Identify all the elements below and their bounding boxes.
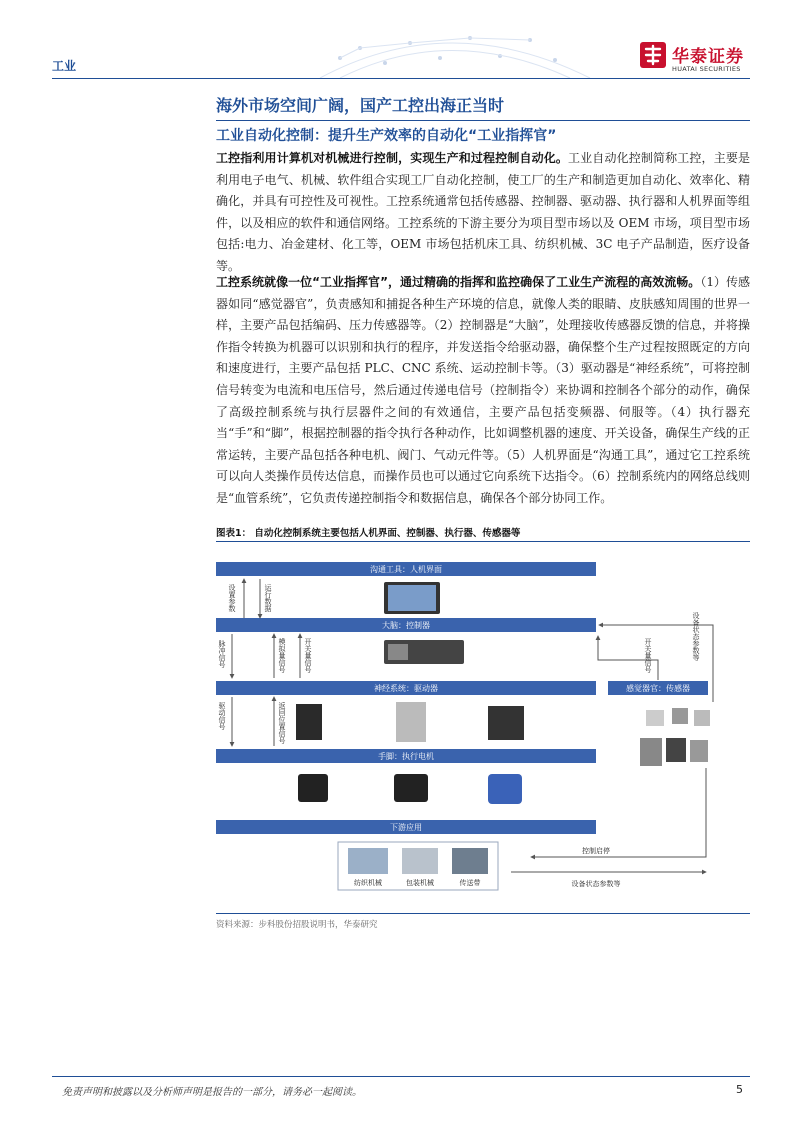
vlabel-pulse-signal: 脉冲信号 <box>218 640 226 668</box>
vlabel-set-params: 设置参数 <box>228 584 236 612</box>
band-actuator-label: 手脚：执行电机 <box>378 752 434 761</box>
paragraph-1-body: 工业自动化控制简称工控，主要是利用电子电气、机械、软件组合实现工厂自动化控制，使工厂的生产和制造更加自动化、效率化、精确化，并具有可控性及可视性。工控系统通常包括传感器、控制器、驱动器、执行器和人机界面等组件，以及相应的软件和通信网络。工控系统的下游主要分为项目型市场以及 OEM 市场，项目型市场包括:电力、冶金建材、化工等，OEM 市场包括机床工具、纺织机械、3C 电子产品制造，医疗设备等。 <box>216 151 750 273</box>
sensor-images <box>640 708 710 766</box>
report-sector-label: 工业 <box>52 59 77 73</box>
band-hmi <box>216 562 596 576</box>
band-downstream-label: 下游应用 <box>390 823 422 832</box>
vlabel-analog-signal: 模拟量信号 <box>278 638 286 673</box>
vlabel-run-data: 运行数据 <box>264 584 272 612</box>
paragraph-2-body: （1）传感器如同“感觉器官”，负责感知和捕捉各种生产环境的信息，就像人类的眼睛、皮肤感知周围的世界一样，主要产品包括编码、压力传感器等。（2）控制器是“大脑”，处理接收传感器反馈的信息，并将操作指令转换为机器可以识别和执行的程序，并发送指令给驱动器，确保整个生产过程按照既定的方向和速度进行，主要产品包括 PLC、CNC 系统、运动控制卡等。（3）驱动器是“神经系统”，可将控制信号转变为电流和电压信号，然后通过传递电信号（控制指令）来协调和控制各个部分的动作，确保了高级控制系统与执行层器件之间的有效通信，主要产品包括变频器、伺服等。（4）执行器充当“手”和“脚”，根据控制器的指令执行各种动作，比如调整机器的速度、开关设备，确保生产线的正常运转，主要产品包括各种电机、阀门、气动元件等。（5）人机界面是“沟通工具”，通过它工控系统可以向人类操作员传达信息，而操作员也可以通过它向系统下达指令。（6）控制系统内的网络总线则是“血管系统”，它负责传递控制指令和数据信息，确保各个部分协同工作。 <box>216 275 750 505</box>
source-divider <box>216 913 750 914</box>
title-divider <box>216 120 750 121</box>
figure-source: 资料来源：步科股份招股说明书，华泰研究 <box>216 920 378 930</box>
paragraph-1 <box>216 148 750 278</box>
paragraph-2 <box>216 272 750 510</box>
band-sensor-label: 感觉器官：传感器 <box>626 684 690 693</box>
band-downstream <box>216 820 596 834</box>
vlabel-switch-signal-right: 开关量信号 <box>644 638 652 673</box>
controller-image <box>384 640 464 664</box>
huatai-logo-icon <box>640 42 666 68</box>
band-actuator <box>216 749 596 763</box>
band-driver <box>216 681 596 695</box>
label-device-status-bottom: 设备状态参数等 <box>571 880 621 888</box>
paragraph-2-lead: 工控系统就像一位“工业指挥官”，通过精确的指挥和监控确保了工业生产流程的高效流畅。 <box>216 275 701 289</box>
app-conveyor: 传送带 <box>459 879 481 887</box>
footer-disclaimer: 免责声明和披露以及分析师声明是报告的一部分，请务必一起阅读。 <box>62 1087 362 1098</box>
label-control-start-stop: 控制启停 <box>582 847 610 855</box>
hmi-screen-image <box>384 582 440 614</box>
vlabel-drive-signal: 驱动信号 <box>218 702 226 730</box>
vlabel-return-position: 返回位置信号 <box>278 702 286 744</box>
app-packaging: 包装机械 <box>406 879 434 887</box>
page-number: 5 <box>736 1083 743 1096</box>
automation-system-diagram <box>216 552 750 907</box>
footer-divider <box>52 1076 750 1077</box>
figure-divider <box>216 541 750 542</box>
section-subtitle: 工业自动化控制：提升生产效率的自动化“工业指挥官” <box>216 128 557 144</box>
figure-caption: 图表1： 自动化控制系统主要包括人机界面、控制器、执行器、传感器等 <box>216 528 521 539</box>
band-controller <box>216 618 596 632</box>
brand-name-en: HUATAI SECURITIES <box>672 65 741 73</box>
header-decoration <box>300 18 600 80</box>
band-driver-label: 神经系统：驱动器 <box>374 684 438 693</box>
vlabel-switch-signal: 开关量信号 <box>304 638 312 673</box>
app-textile: 纺织机械 <box>354 879 382 887</box>
downstream-applications <box>338 842 498 890</box>
band-sensor <box>608 681 708 695</box>
driver-images <box>296 702 524 742</box>
motor-images <box>298 774 522 804</box>
band-controller-label: 大脑：控制器 <box>382 621 430 630</box>
header-divider <box>52 78 750 79</box>
band-hmi-label: 沟通工具：人机界面 <box>370 565 442 574</box>
section-title: 海外市场空间广阔，国产工控出海正当时 <box>216 96 505 115</box>
brand-name-cn: 华泰证券 <box>672 47 744 67</box>
vlabel-device-status: 设备状态参数等 <box>692 612 700 661</box>
paragraph-1-lead: 工控指利用计算机对机械进行控制，实现生产和过程控制自动化。 <box>216 151 569 165</box>
